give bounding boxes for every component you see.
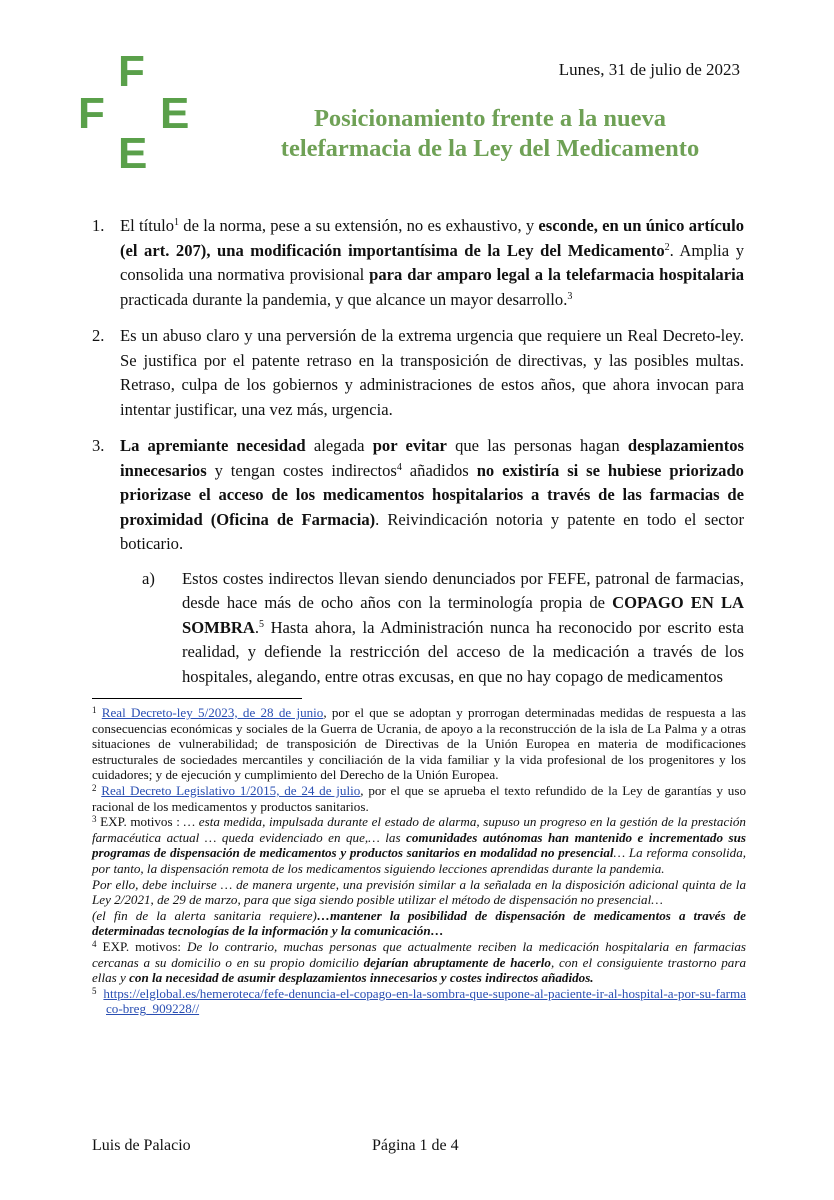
item-bold-text: esconde, en un único artículo (el art. 207), una modificación importantísima de la Ley del Medicamento bbox=[120, 216, 744, 260]
item-number: 3. bbox=[92, 436, 105, 455]
item-text: El título bbox=[120, 216, 175, 235]
item-text: alegada bbox=[305, 436, 373, 455]
footnote-bold-italic-text: comunidades autónomas han mantenido e incrementado sus programas de dispensación de medicamentos y productos sanitarios en modalidad no presencial bbox=[92, 829, 746, 861]
item-text: . bbox=[254, 617, 259, 637]
footnote-2 bbox=[92, 783, 746, 814]
item-text: que las personas hagan bbox=[446, 436, 628, 455]
footnote-3-para-3 bbox=[92, 908, 746, 939]
item-text: añadidos bbox=[401, 460, 477, 480]
footnote-4 bbox=[92, 939, 746, 986]
item-bold-text: para dar amparo legal a la telefarmacia hospitalaria bbox=[369, 265, 744, 284]
item-number: 1. bbox=[92, 216, 105, 235]
item-text: . Reivindicación notoria y patente en todo el sector boticario. bbox=[120, 509, 744, 553]
item-bold-text: COPAGO EN LA SOMBRA bbox=[182, 593, 745, 637]
item-bold-text: desplazamientos innecesarios bbox=[120, 436, 745, 480]
footnote-5-link[interactable]: https://elglobal.es/hemeroteca/fefe-denuncia-el-copago-en-la-sombra-que-supone-al-paciente-ir-al-hospital-a-por-su-farmaco-breg_909228// bbox=[103, 985, 746, 1017]
list-item-1 bbox=[92, 214, 744, 312]
item-text: y tengan costes indirectos bbox=[206, 460, 397, 480]
footnote-1 bbox=[92, 705, 746, 783]
logo-letter-e-bottom: E bbox=[118, 129, 148, 170]
footnote-text: EXP. motivos : bbox=[100, 814, 184, 830]
footnote-5 bbox=[92, 986, 746, 1017]
document-date: Lunes, 31 de julio de 2023 bbox=[558, 60, 740, 79]
footnote-italic-text: … La reforma consolida, por tanto, la dispensación remota de los medicamentos siguiendo lecciones aprendidas durante la pandemia. bbox=[92, 845, 747, 876]
footer-page-number: Página 1 de 4 bbox=[372, 1137, 459, 1154]
footnote-ref-4[interactable]: 4 bbox=[396, 461, 402, 473]
item-text: Es un abuso claro y una perversión de la extrema urgencia que requiere un Real Decreto-ley. Se justifica por el patente retraso en la transposición de directivas, y las posibles multas. Retraso, culpa de los gobiernos y administraciones de estos años, que ahora invocan para intentar justificar, una vez más, urgencia. bbox=[120, 326, 744, 419]
footnote-text: , por el que se adoptan y prorrogan determinadas medidas de respuesta a las consecuencias económicas y sociales de la Guerra de Ucrania, de apoyo a la reconstrucción de la isla de La Palma y a otras situaciones de vulnerabilidad; de transposición de Directivas de la Unión Europea en materia de modificaciones estructurales de sociedades mercantiles y conciliación de la vida familiar y la vida profesional de los progenitores y los cuidadores; y de ejecución y cumplimiento del Derecho de la Unión Europea. bbox=[92, 705, 746, 783]
title-line-1: Posicionamiento frente a la nueva bbox=[313, 105, 667, 132]
footnote-mark: 1 bbox=[92, 705, 97, 715]
item-text: . Amplia y consolida una normativa provisional bbox=[120, 240, 744, 284]
list-subitem-a bbox=[120, 567, 744, 690]
subitem-letter: a) bbox=[142, 568, 155, 588]
footnote-italic-text: De lo contrario, muchas personas que actualmente reciben la medicación hospitalaria en farmacias cercanas a su domicilio o en su propio domicilio bbox=[92, 938, 746, 970]
footnote-2-link[interactable]: Real Decreto Legislativo 1/2015, de 24 de julio bbox=[101, 782, 361, 798]
page-title bbox=[230, 104, 750, 164]
footnote-mark: 4 bbox=[92, 938, 97, 949]
footnote-mark: 3 bbox=[92, 814, 97, 825]
fefe-logo bbox=[78, 46, 196, 170]
footnote-italic-text: (el fin de la alerta sanitaria requiere) bbox=[92, 907, 317, 923]
footnote-1-link[interactable]: Real Decreto-ley 5/2023, de 28 de junio bbox=[101, 705, 324, 720]
item-text: Hasta ahora, la Administración nunca ha reconocido por escrito esta realidad, y defiende la restricción del acceso de la medicación a través de los hospitales, alegando, entre otras excusas, en que no hay copago de medicamentos bbox=[182, 617, 744, 686]
footnote-mark: 5 bbox=[92, 985, 97, 996]
footnote-italic-text: , con el consiguiente trastorno para ellas y bbox=[92, 954, 746, 986]
title-line-2: telefarmacia de la Ley del Medicamento bbox=[280, 135, 700, 162]
footnote-3 bbox=[92, 814, 746, 876]
footnote-italic-text: Por ello, debe incluirse … de manera urgente, una previsión similar a la señalada en la disposición adicional quinta de la Ley 2/2021, de 29 de marzo, para que siga siendo posible utilizar el método de dispensación no presencial… bbox=[92, 876, 746, 908]
footnote-text: , por el que se aprueba el texto refundido de la Ley de garantías y uso racional de los medicamentos y productos sanitarios. bbox=[92, 782, 746, 814]
logo-letter-e-right: E bbox=[160, 89, 190, 138]
logo-letters bbox=[78, 47, 189, 170]
footnote-ref-2[interactable]: 2 bbox=[664, 241, 670, 253]
footnote-italic-text: … esta medida, impulsada durante el estado de alarma, supuso un progreso en la gestión de la prestación farmacéutica actual … queda evidenciado en que,… las bbox=[92, 814, 746, 845]
item-bold-text: no existiría si se hubiese priorizado priorizase el acceso de los medicamentos hospitalarios a través de las farmacias de proximidad (Oficina de Farmacia) bbox=[120, 460, 744, 529]
list-item-3 bbox=[92, 434, 744, 689]
footnote-ref-1[interactable]: 1 bbox=[174, 217, 180, 228]
footnote-separator bbox=[92, 698, 302, 699]
item-text: Estos costes indirectos llevan siendo denunciados por FEFE, patronal de farmacias, desde hace más de ocho años con la terminología propia de bbox=[182, 568, 744, 612]
item-number: 2. bbox=[92, 326, 105, 345]
footnote-bold-italic-text: …mantener la posibilidad de dispensación de medicamentos a través de determinadas tecnologías de la información y la comunicación… bbox=[92, 907, 746, 939]
item-bold-text: por evitar bbox=[372, 436, 447, 455]
footnotes bbox=[92, 705, 746, 1017]
footnote-ref-3[interactable]: 3 bbox=[567, 290, 573, 302]
footnote-text: EXP. motivos: bbox=[102, 938, 188, 954]
footnote-ref-5[interactable]: 5 bbox=[259, 618, 264, 630]
logo-letter-f-top: F bbox=[118, 47, 145, 96]
footer-author: Luis de Palacio bbox=[92, 1137, 191, 1154]
footnote-bold-italic-text: con la necesidad de asumir desplazamientos innecesarios y costes indirectos añadidos. bbox=[129, 970, 594, 986]
logo-letter-f-left: F bbox=[78, 89, 105, 138]
footnote-bold-italic-text: dejarían abruptamente de hacerlo bbox=[363, 954, 551, 970]
item-text: practicada durante la pandemia, y que alcance un mayor desarrollo. bbox=[120, 289, 568, 309]
numbered-list bbox=[92, 214, 744, 701]
item-bold-text: La apremiante necesidad bbox=[120, 436, 306, 455]
footnote-mark: 2 bbox=[92, 782, 97, 793]
footnote-3-para-2 bbox=[92, 877, 746, 908]
list-item-2 bbox=[92, 324, 744, 422]
item-text: de la norma, pese a su extensión, no es exhaustivo, y bbox=[179, 216, 539, 235]
